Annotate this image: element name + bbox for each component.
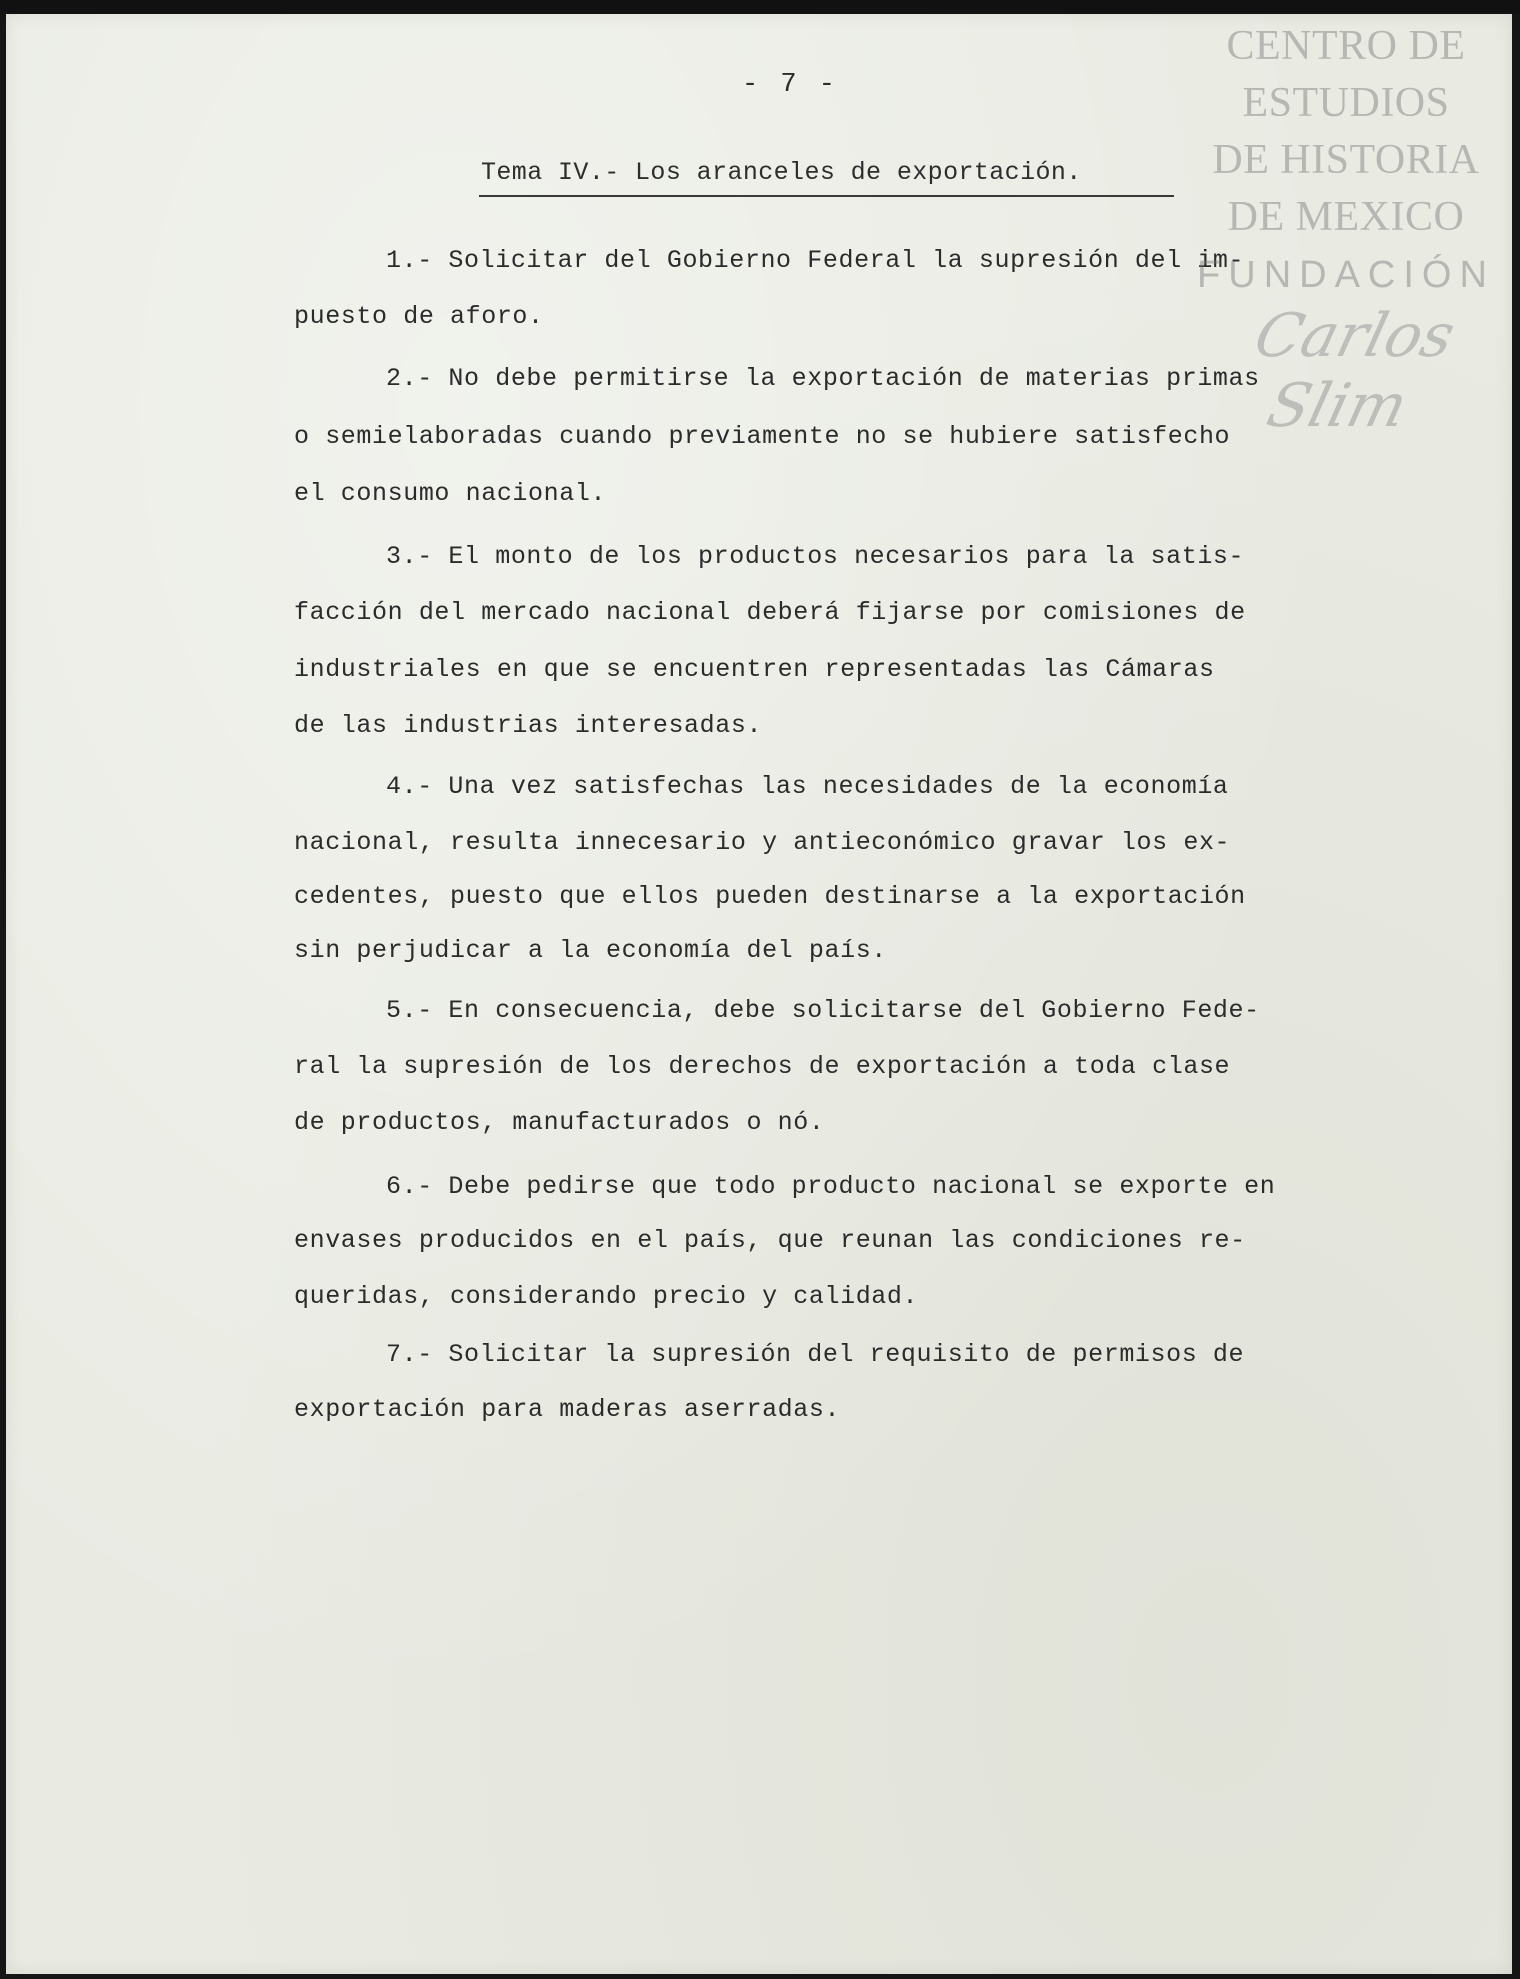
body-line-3: 2.- No debe permitirse la exportación de materias primas	[386, 364, 1260, 393]
body-line-10: 4.- Una vez satisfechas las necesidades de la economía	[386, 772, 1229, 801]
scan-top-edge	[0, 0, 1520, 14]
body-line-16: de productos, manufacturados o nó.	[294, 1108, 825, 1137]
body-line-9: de las industrias interesadas.	[294, 711, 763, 740]
body-line-4: o semielaboradas cuando previamente no se hubiere satisfecho	[294, 422, 1231, 451]
body-line-7: facción del mercado nacional deberá fijarse por comisiones de	[294, 598, 1246, 627]
watermark-line-4: DE MEXICO	[1227, 194, 1465, 240]
watermark-line-1: CENTRO DE	[1226, 23, 1466, 69]
section-heading: Tema IV.- Los aranceles de exportación.	[481, 158, 1082, 187]
body-line-15: ral la supresión de los derechos de exportación a toda clase	[294, 1052, 1231, 1081]
heading-underline	[479, 195, 1174, 197]
body-line-13: sin perjudicar a la economía del país.	[294, 936, 887, 965]
body-line-12: cedentes, puesto que ellos pueden destinarse a la exportación	[294, 882, 1246, 911]
body-line-6: 3.- El monto de los productos necesarios para la satis-	[386, 542, 1245, 571]
archive-watermark	[1196, 18, 1496, 441]
body-line-11: nacional, resulta innecesario y antieconómico gravar los ex-	[294, 828, 1231, 857]
body-line-14: 5.- En consecuencia, debe solicitarse del Gobierno Fede-	[386, 996, 1260, 1025]
body-line-1: 1.- Solicitar del Gobierno Federal la supresión del im-	[386, 246, 1245, 275]
watermark-signature: Carlos Slim	[1247, 301, 1462, 441]
body-line-20: 7.- Solicitar la supresión del requisito de permisos de	[386, 1340, 1245, 1369]
paper-sheet	[6, 14, 1512, 1974]
body-line-18: envases producidos en el país, que reunan las condiciones re-	[294, 1226, 1246, 1255]
body-line-19: queridas, considerando precio y calidad.	[294, 1282, 919, 1311]
body-line-21: exportación para maderas aserradas.	[294, 1395, 841, 1424]
watermark-line-3: DE HISTORIA	[1212, 137, 1480, 183]
page-number: - 7 -	[742, 70, 839, 100]
watermark-line-2: ESTUDIOS	[1242, 80, 1450, 126]
body-line-2: puesto de aforo.	[294, 302, 544, 331]
body-line-5: el consumo nacional.	[294, 479, 607, 508]
body-line-8: industriales en que se encuentren representadas las Cámaras	[294, 655, 1215, 684]
watermark-fundacion: FUNDACIÓN	[1197, 254, 1495, 296]
body-line-17: 6.- Debe pedirse que todo producto nacional se exporte en	[386, 1172, 1276, 1201]
